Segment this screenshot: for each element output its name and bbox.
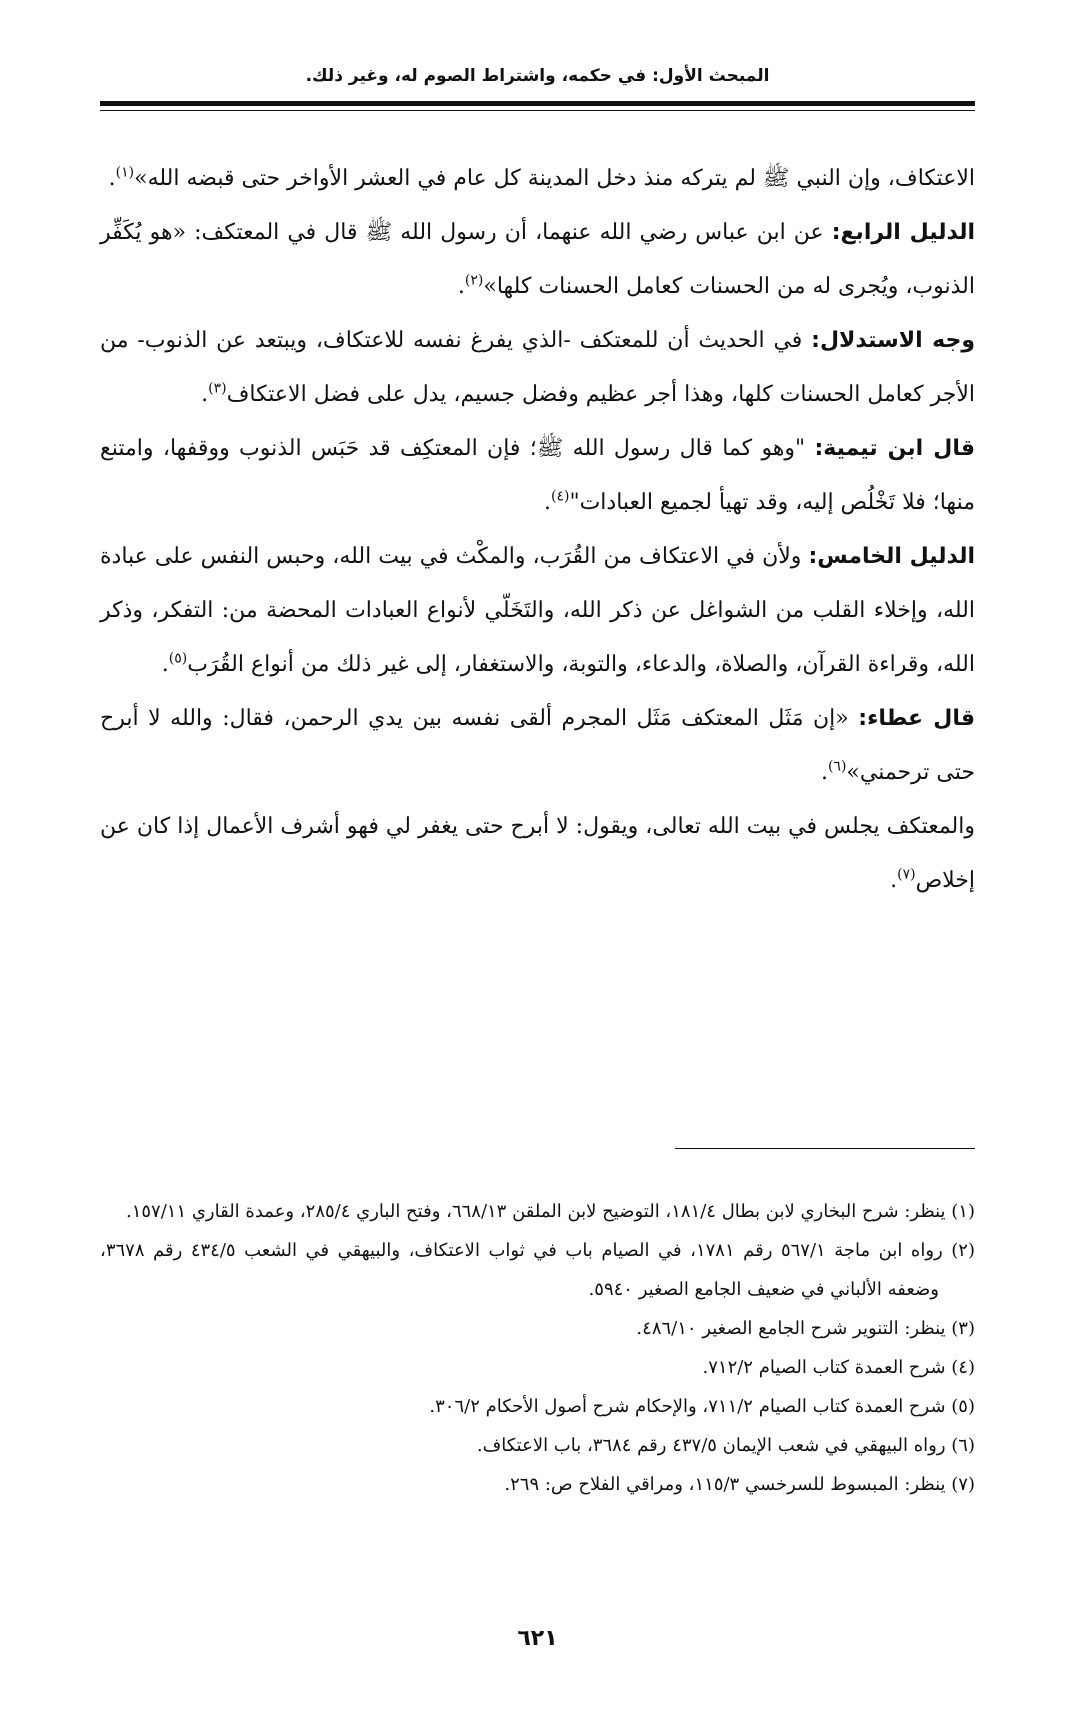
footnote-ref: (١)	[115, 164, 135, 181]
footnote: (١) ينظر: شرح البخاري لابن بطال ١٨١/٤، التوضيح لابن الملقن ٦٦٨/١٣، وفتح الباري ٢٨٥/٤، وعمدة القاري ١٥٧/١١.	[125, 1201, 975, 1222]
paragraph	[100, 800, 975, 908]
paragraph	[100, 206, 975, 314]
footnote: (٢) رواه ابن ماجة ٥٦٧/١ رقم ١٧٨١، في الصيام باب في ثواب الاعتكاف، والبيهقي في الشعب ٤٣٤/٥ رقم ٣٦٧٨، وضعفه الألباني في ضعيف الجامع الصغير ٥٩٤٠.	[100, 1240, 975, 1300]
paragraph-text: عن ابن عباس رضي الله عنهما، أن رسول الله ﷺ قال في المعتكف: «هو يُكَفِّر الذنوب، ويُجرى له من الحسنات كعامل الحسنات كلها»	[100, 220, 975, 299]
footnote-ref: (٣)	[208, 380, 227, 397]
paragraph-lead: الدليل الرابع:	[831, 220, 975, 245]
paragraph-lead: الدليل الخامس:	[808, 544, 976, 569]
paragraph-lead: وجه الاستدلال:	[811, 328, 976, 353]
paragraph-text: والمعتكف يجلس في بيت الله تعالى، ويقول: لا أبرح حتى يغفر لي فهو أشرف الأعمال إذا كان عن إخلاص	[100, 814, 975, 893]
paragraph-tail: .	[161, 652, 169, 677]
paragraph-text: في الحديث أن للمعتكف -الذي يفرغ نفسه للاعتكاف، ويبتعد عن الذنوب- من الأجر كعامل الحسنات كلها، وهذا أجر عظيم وفضل جسيم، يدل على فضل الاعتكاف	[100, 328, 975, 407]
paragraph-text: "وهو كما قال رسول الله ﷺ؛ فإن المعتكِف قد حَبَس الذنوب ووقفها، وامتنع منها؛ فلا تَخْلُص إليه، وقد تهيأ لجميع العبادات"	[100, 436, 975, 515]
paragraph	[100, 314, 975, 422]
paragraph-tail: .	[820, 760, 828, 785]
paragraph-tail: .	[457, 274, 465, 299]
paragraph-tail: .	[890, 868, 898, 893]
footnotes	[100, 1192, 975, 1504]
main-text	[100, 152, 975, 908]
footnote: (٣) ينظر: التنوير شرح الجامع الصغير ٤٨٦/١٠.	[636, 1318, 975, 1339]
paragraph	[100, 530, 975, 692]
footnote-ref: (٧)	[897, 866, 916, 883]
footnote-ref: (٢)	[464, 272, 484, 289]
footnote-separator	[675, 1148, 975, 1149]
paragraph-lead: قال ابن تيمية:	[814, 436, 975, 461]
paragraph-text: ولأن في الاعتكاف من القُرَب، والمكْث في بيت الله، وحبس النفس على عبادة الله، وإخلاء القلب من الشواغل عن ذكر الله، والتَخَلّي لأنواع العبادات المحضة من: التفكر، وذكر الله، وقراءة القرآن، والصلاة، والدعاء، والتوبة، والاستغفار، إلى غير ذلك من أنواع القُرَب	[100, 544, 975, 677]
running-head: المبحث الأول: في حكمه، واشتراط الصوم له، وغير ذلك.	[305, 66, 770, 86]
footnote: (٥) شرح العمدة كتاب الصيام ٧١١/٢، والإحكام شرح أصول الأحكام ٣٠٦/٢.	[429, 1396, 975, 1417]
footnote: (٤) شرح العمدة كتاب الصيام ٧١٢/٢.	[702, 1357, 975, 1378]
page-number: ٦٢١	[517, 1626, 558, 1651]
footnote-ref: (٦)	[827, 758, 847, 775]
paragraph-tail: .	[201, 382, 209, 407]
footnote-ref: (٥)	[168, 650, 188, 667]
paragraph	[100, 152, 975, 206]
footnote-ref: (٤)	[550, 488, 570, 505]
footnote: (٦) رواه البيهقي في شعب الإيمان ٤٣٧/٥ رقم ٣٦٨٤، باب الاعتكاف.	[476, 1435, 975, 1456]
paragraph-tail: .	[108, 166, 116, 191]
footnote: (٧) ينظر: المبسوط للسرخسي ١١٥/٣، ومراقي الفلاح ص: ٢٦٩.	[504, 1474, 975, 1495]
paragraph-text: الاعتكاف، وإن النبي ﷺ لم يتركه منذ دخل المدينة كل عام في العشر الأواخر حتى قبضه الله»	[134, 166, 975, 191]
paragraph	[100, 422, 975, 530]
paragraph-lead: قال عطاء:	[858, 706, 975, 731]
paragraph-tail: .	[543, 490, 551, 515]
header-rule-thick	[100, 101, 975, 106]
paragraph-text: «إن مَثَل المعتكف مَثَل المجرم ألقى نفسه بين يدي الرحمن، فقال: والله لا أبرح حتى ترحمني»	[100, 706, 975, 785]
paragraph	[100, 692, 975, 800]
header-rule-thin	[100, 110, 975, 111]
